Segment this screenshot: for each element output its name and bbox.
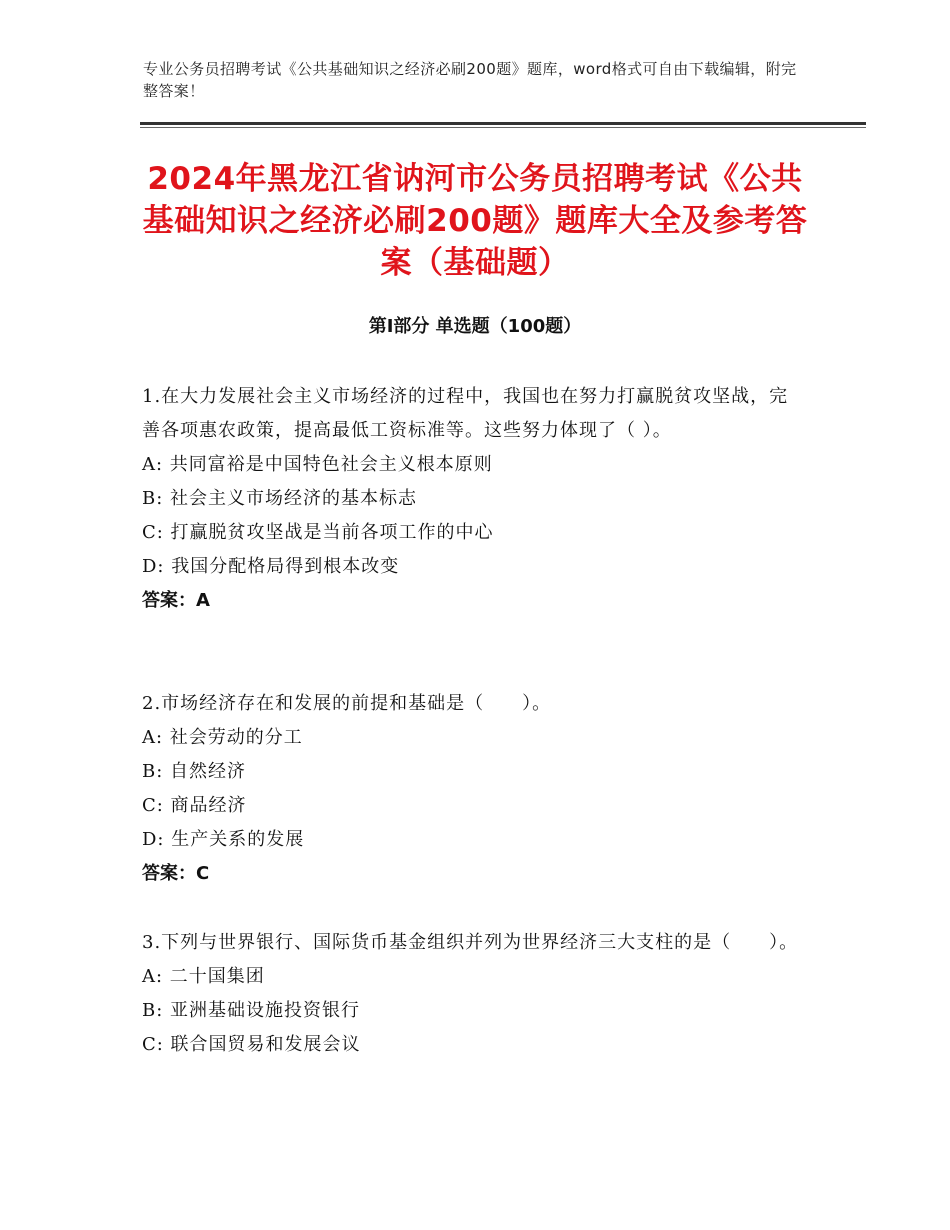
option-c: C: 联合国贸易和发展会议 (142, 1034, 361, 1055)
option-b: B: 自然经济 (142, 761, 247, 782)
question-stem: 3.下列与世界银行、国际货币基金组织并列为世界经济三大支柱的是（ ）。 (142, 932, 799, 953)
option-c: C: 商品经济 (142, 795, 247, 816)
option-d: D: 生产关系的发展 (142, 829, 305, 850)
answer-label: 答案：C (142, 863, 210, 884)
section-title: 第Ⅰ部分 单选题（100题） (368, 316, 582, 337)
option-a: A: 二十国集团 (142, 966, 265, 987)
answer-label: 答案：A (142, 590, 210, 611)
option-a: A: 社会劳动的分工 (142, 727, 303, 748)
option-d: D: 我国分配格局得到根本改变 (142, 556, 400, 577)
option-a: A: 共同富裕是中国特色社会主义根本原则 (142, 454, 493, 475)
question-stem: 1.在大力发展社会主义市场经济的过程中，我国也在努力打赢脱贫攻坚战，完善各项惠农政策，提高最低工资标准等。这些努力体现了（ ）。 (142, 386, 789, 441)
header-divider-thin (140, 127, 866, 128)
option-b: B: 社会主义市场经济的基本标志 (142, 488, 418, 509)
option-c: C: 打赢脱贫攻坚战是当前各项工作的中心 (142, 522, 494, 543)
document-title: 2024年黑龙江省讷河市公务员招聘考试《公共基础知识之经济必刷200题》题库大全及参考答案（基础题） (142, 161, 808, 281)
question-stem: 2.市场经济存在和发展的前提和基础是（ ）。 (142, 693, 552, 714)
option-b: B: 亚洲基础设施投资银行 (142, 1000, 361, 1021)
question-2 (142, 687, 802, 891)
question-1 (142, 380, 802, 618)
document-header-note: 专业公务员招聘考试《公共基础知识之经济必刷200题》题库，word格式可自由下载编辑，附完整答案！ (143, 60, 797, 100)
header-divider-thick (140, 122, 866, 125)
question-3 (142, 926, 802, 1062)
